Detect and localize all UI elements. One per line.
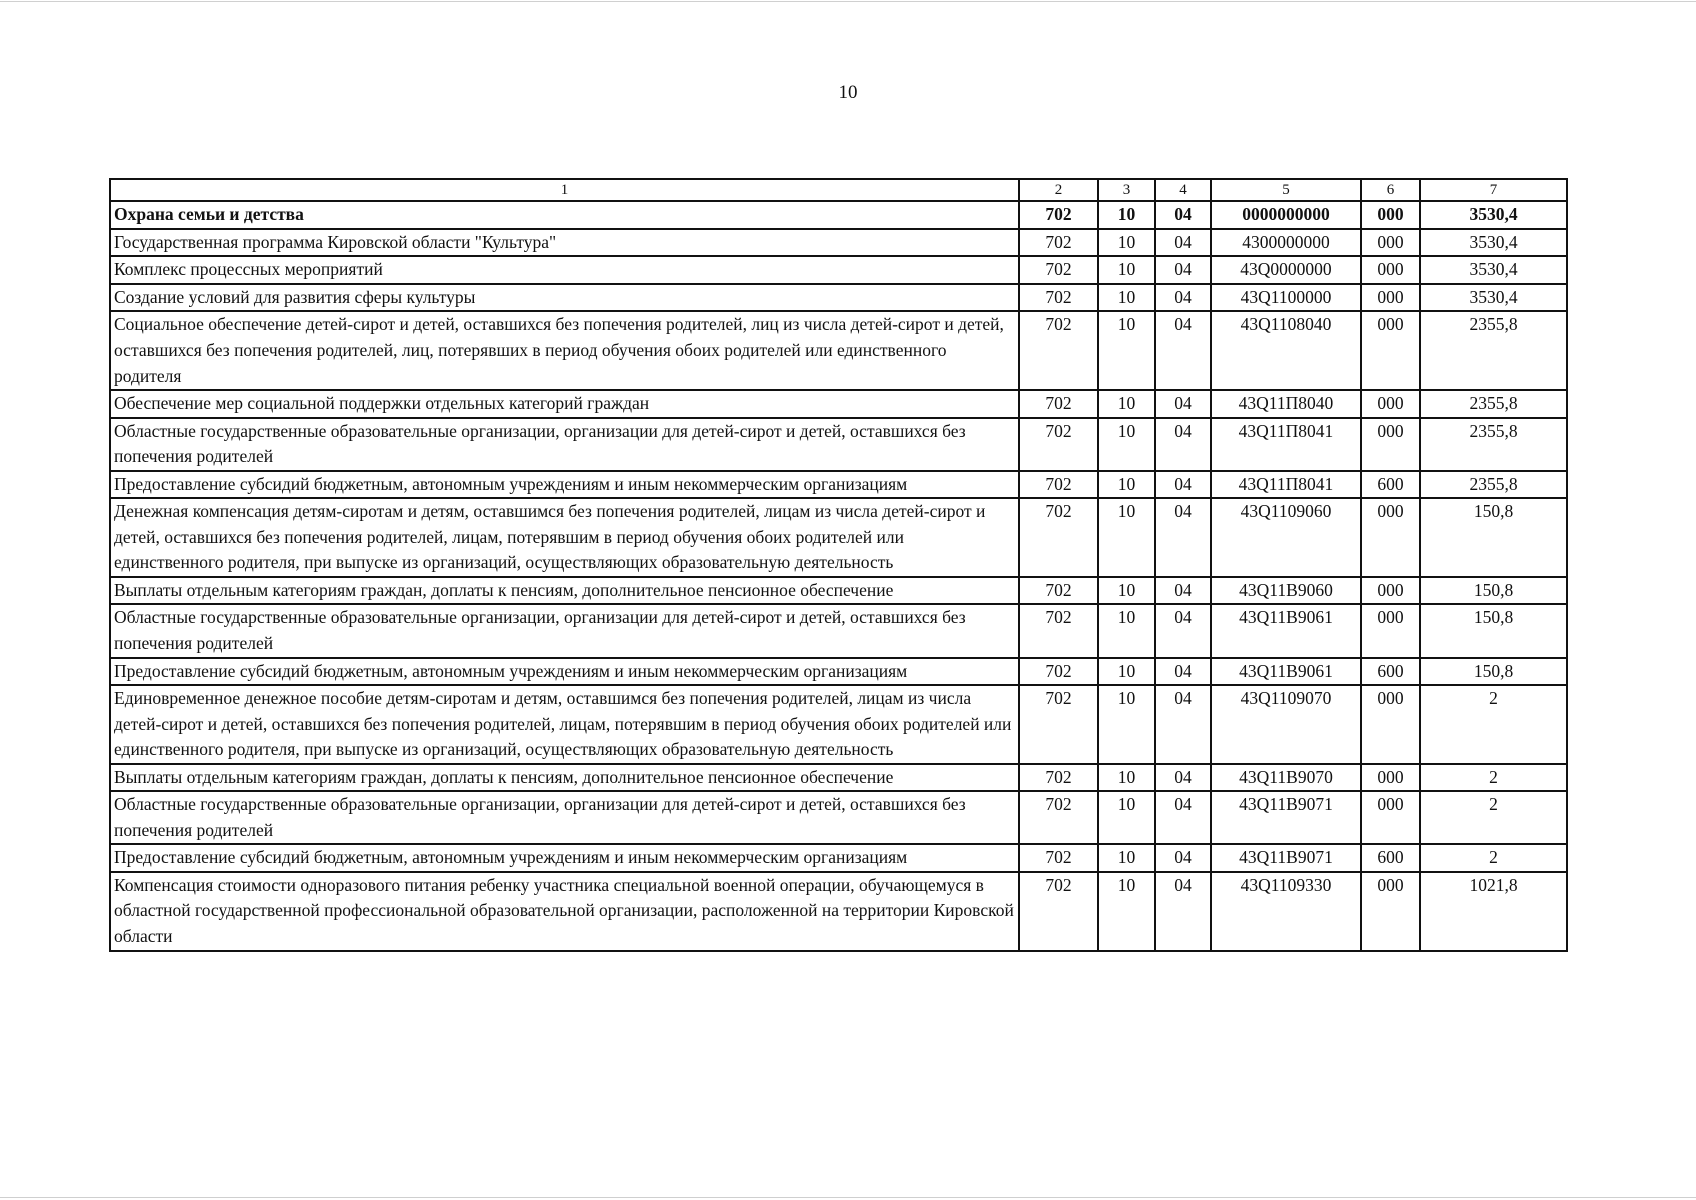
amount-cell: 3530,4 (1420, 284, 1567, 312)
amount-cell: 3530,4 (1420, 201, 1567, 229)
row-name-cell: Выплаты отдельным категориям граждан, доплаты к пенсиям, дополнительное пенсионное обеспечение (110, 577, 1019, 605)
row-name-cell: Областные государственные образовательные организации, организации для детей-сирот и детей, оставшихся без попечения родителей (110, 791, 1019, 844)
row-name-cell: Единовременное денежное пособие детям-сиротам и детям, оставшимся без попечения родителей, лицам из числа детей-сирот и детей, оставшихся без попечения родителей, лицам, потерявшим в период обучения обоих родителей или единственного родителя, при выпуске из организаций, осуществляющих образовательную деятельность (110, 685, 1019, 764)
column-header: 7 (1420, 179, 1567, 201)
row-name-cell: Комплекс процессных мероприятий (110, 256, 1019, 284)
column-header: 2 (1019, 179, 1098, 201)
subsection-code-cell: 04 (1155, 685, 1211, 764)
ministry-code-cell: 702 (1019, 764, 1098, 792)
expense-type-cell: 000 (1361, 201, 1420, 229)
section-code-cell: 10 (1098, 844, 1155, 872)
table-row (110, 471, 1567, 499)
expense-type-cell: 000 (1361, 791, 1420, 844)
row-name-cell: Создание условий для развития сферы культуры (110, 284, 1019, 312)
subsection-code-cell: 04 (1155, 658, 1211, 686)
amount-cell: 2355,8 (1420, 390, 1567, 418)
section-code-cell: 10 (1098, 764, 1155, 792)
row-name-cell: Выплаты отдельным категориям граждан, доплаты к пенсиям, дополнительное пенсионное обеспечение (110, 764, 1019, 792)
ministry-code-cell: 702 (1019, 256, 1098, 284)
row-name-cell: Охрана семьи и детства (110, 201, 1019, 229)
section-code-cell: 10 (1098, 685, 1155, 764)
amount-cell: 150,8 (1420, 498, 1567, 577)
row-name-cell: Предоставление субсидий бюджетным, автономным учреждениям и иным некоммерческим организациям (110, 844, 1019, 872)
table-row (110, 872, 1567, 951)
subsection-code-cell: 04 (1155, 418, 1211, 471)
amount-cell: 2 (1420, 844, 1567, 872)
subsection-code-cell: 04 (1155, 201, 1211, 229)
table-row (110, 390, 1567, 418)
target-article-cell: 43Q11B9071 (1211, 844, 1361, 872)
section-code-cell: 10 (1098, 658, 1155, 686)
target-article-cell: 43Q11П8041 (1211, 418, 1361, 471)
table-row (110, 498, 1567, 577)
expense-type-cell: 000 (1361, 498, 1420, 577)
row-name-cell: Компенсация стоимости одноразового питания ребенку участника специальной военной операции, обучающемуся в областной государственной профессиональной образовательной организации, расположенной на территории Кировской области (110, 872, 1019, 951)
table-row (110, 604, 1567, 657)
ministry-code-cell: 702 (1019, 577, 1098, 605)
table-row (110, 311, 1567, 390)
table-row (110, 577, 1567, 605)
subsection-code-cell: 04 (1155, 256, 1211, 284)
subsection-code-cell: 04 (1155, 311, 1211, 390)
amount-cell: 2 (1420, 764, 1567, 792)
target-article-cell: 43Q1109060 (1211, 498, 1361, 577)
ministry-code-cell: 702 (1019, 284, 1098, 312)
amount-cell: 150,8 (1420, 577, 1567, 605)
subsection-code-cell: 04 (1155, 844, 1211, 872)
ministry-code-cell: 702 (1019, 311, 1098, 390)
target-article-cell: 43Q11B9061 (1211, 658, 1361, 686)
subsection-code-cell: 04 (1155, 498, 1211, 577)
section-code-cell: 10 (1098, 390, 1155, 418)
column-header: 1 (110, 179, 1019, 201)
ministry-code-cell: 702 (1019, 872, 1098, 951)
section-code-cell: 10 (1098, 284, 1155, 312)
table-row (110, 418, 1567, 471)
target-article-cell: 43Q1108040 (1211, 311, 1361, 390)
section-code-cell: 10 (1098, 256, 1155, 284)
page-number: 10 (838, 82, 858, 103)
subsection-code-cell: 04 (1155, 390, 1211, 418)
amount-cell: 3530,4 (1420, 229, 1567, 257)
section-code-cell: 10 (1098, 311, 1155, 390)
row-name-cell: Денежная компенсация детям-сиротам и детям, оставшимся без попечения родителей, лицам из числа детей-сирот и детей, оставшихся без попечения родителей, лицам, потерявшим в период обучения обоих родителей или единственного родителя, при выпуске из организаций, осуществляющих образовательную деятельность (110, 498, 1019, 577)
ministry-code-cell: 702 (1019, 685, 1098, 764)
section-code-cell: 10 (1098, 418, 1155, 471)
amount-cell: 2 (1420, 791, 1567, 844)
row-name-cell: Обеспечение мер социальной поддержки отдельных категорий граждан (110, 390, 1019, 418)
amount-cell: 3530,4 (1420, 256, 1567, 284)
column-header: 3 (1098, 179, 1155, 201)
amount-cell: 2355,8 (1420, 418, 1567, 471)
section-code-cell: 10 (1098, 201, 1155, 229)
target-article-cell: 43Q11B9071 (1211, 791, 1361, 844)
section-code-cell: 10 (1098, 791, 1155, 844)
section-code-cell: 10 (1098, 577, 1155, 605)
expense-type-cell: 000 (1361, 685, 1420, 764)
target-article-cell: 43Q11B9070 (1211, 764, 1361, 792)
subsection-code-cell: 04 (1155, 577, 1211, 605)
subsection-code-cell: 04 (1155, 872, 1211, 951)
table-row (110, 256, 1567, 284)
ministry-code-cell: 702 (1019, 201, 1098, 229)
column-header: 6 (1361, 179, 1420, 201)
table-row (110, 229, 1567, 257)
expense-type-cell: 000 (1361, 872, 1420, 951)
budget-table (109, 178, 1568, 952)
section-code-cell: 10 (1098, 471, 1155, 499)
target-article-cell: 43Q11B9060 (1211, 577, 1361, 605)
table-row (110, 658, 1567, 686)
section-code-cell: 10 (1098, 604, 1155, 657)
table-body (110, 201, 1567, 950)
subsection-code-cell: 04 (1155, 229, 1211, 257)
subsection-code-cell: 04 (1155, 791, 1211, 844)
amount-cell: 150,8 (1420, 604, 1567, 657)
row-name-cell: Социальное обеспечение детей-сирот и детей, оставшихся без попечения родителей, лиц из числа детей-сирот и детей, оставшихся без попечения родителей, лиц, потерявших в период обучения обоих родителей или единственного родителя (110, 311, 1019, 390)
target-article-cell: 0000000000 (1211, 201, 1361, 229)
row-name-cell: Государственная программа Кировской области "Культура" (110, 229, 1019, 257)
amount-cell: 2 (1420, 685, 1567, 764)
expense-type-cell: 000 (1361, 764, 1420, 792)
amount-cell: 2355,8 (1420, 471, 1567, 499)
header-row (110, 179, 1567, 201)
expense-type-cell: 000 (1361, 390, 1420, 418)
ministry-code-cell: 702 (1019, 390, 1098, 418)
subsection-code-cell: 04 (1155, 471, 1211, 499)
expense-type-cell: 000 (1361, 604, 1420, 657)
ministry-code-cell: 702 (1019, 791, 1098, 844)
ministry-code-cell: 702 (1019, 418, 1098, 471)
row-name-cell: Областные государственные образовательные организации, организации для детей-сирот и детей, оставшихся без попечения родителей (110, 604, 1019, 657)
expense-type-cell: 000 (1361, 229, 1420, 257)
table-row (110, 201, 1567, 229)
table-row (110, 791, 1567, 844)
table-row (110, 685, 1567, 764)
target-article-cell: 43Q0000000 (1211, 256, 1361, 284)
row-name-cell: Предоставление субсидий бюджетным, автономным учреждениям и иным некоммерческим организациям (110, 658, 1019, 686)
column-header: 5 (1211, 179, 1361, 201)
expense-type-cell: 600 (1361, 471, 1420, 499)
subsection-code-cell: 04 (1155, 284, 1211, 312)
subsection-code-cell: 04 (1155, 604, 1211, 657)
expense-type-cell: 000 (1361, 311, 1420, 390)
amount-cell: 2355,8 (1420, 311, 1567, 390)
target-article-cell: 4300000000 (1211, 229, 1361, 257)
table-row (110, 844, 1567, 872)
scan-edge-top (0, 1, 1696, 2)
target-article-cell: 43Q11П8041 (1211, 471, 1361, 499)
amount-cell: 1021,8 (1420, 872, 1567, 951)
target-article-cell: 43Q1109330 (1211, 872, 1361, 951)
expense-type-cell: 000 (1361, 256, 1420, 284)
section-code-cell: 10 (1098, 229, 1155, 257)
expense-type-cell: 600 (1361, 844, 1420, 872)
expense-type-cell: 000 (1361, 577, 1420, 605)
ministry-code-cell: 702 (1019, 658, 1098, 686)
ministry-code-cell: 702 (1019, 498, 1098, 577)
ministry-code-cell: 702 (1019, 604, 1098, 657)
table-row (110, 284, 1567, 312)
target-article-cell: 43Q1109070 (1211, 685, 1361, 764)
column-header: 4 (1155, 179, 1211, 201)
expense-type-cell: 000 (1361, 418, 1420, 471)
expense-type-cell: 000 (1361, 284, 1420, 312)
subsection-code-cell: 04 (1155, 764, 1211, 792)
row-name-cell: Предоставление субсидий бюджетным, автономным учреждениям и иным некоммерческим организациям (110, 471, 1019, 499)
section-code-cell: 10 (1098, 498, 1155, 577)
row-name-cell: Областные государственные образовательные организации, организации для детей-сирот и детей, оставшихся без попечения родителей (110, 418, 1019, 471)
amount-cell: 150,8 (1420, 658, 1567, 686)
expense-type-cell: 600 (1361, 658, 1420, 686)
ministry-code-cell: 702 (1019, 844, 1098, 872)
section-code-cell: 10 (1098, 872, 1155, 951)
target-article-cell: 43Q1100000 (1211, 284, 1361, 312)
ministry-code-cell: 702 (1019, 471, 1098, 499)
target-article-cell: 43Q11П8040 (1211, 390, 1361, 418)
table-row (110, 764, 1567, 792)
scan-edge-bottom (0, 1197, 1696, 1198)
target-article-cell: 43Q11B9061 (1211, 604, 1361, 657)
ministry-code-cell: 702 (1019, 229, 1098, 257)
